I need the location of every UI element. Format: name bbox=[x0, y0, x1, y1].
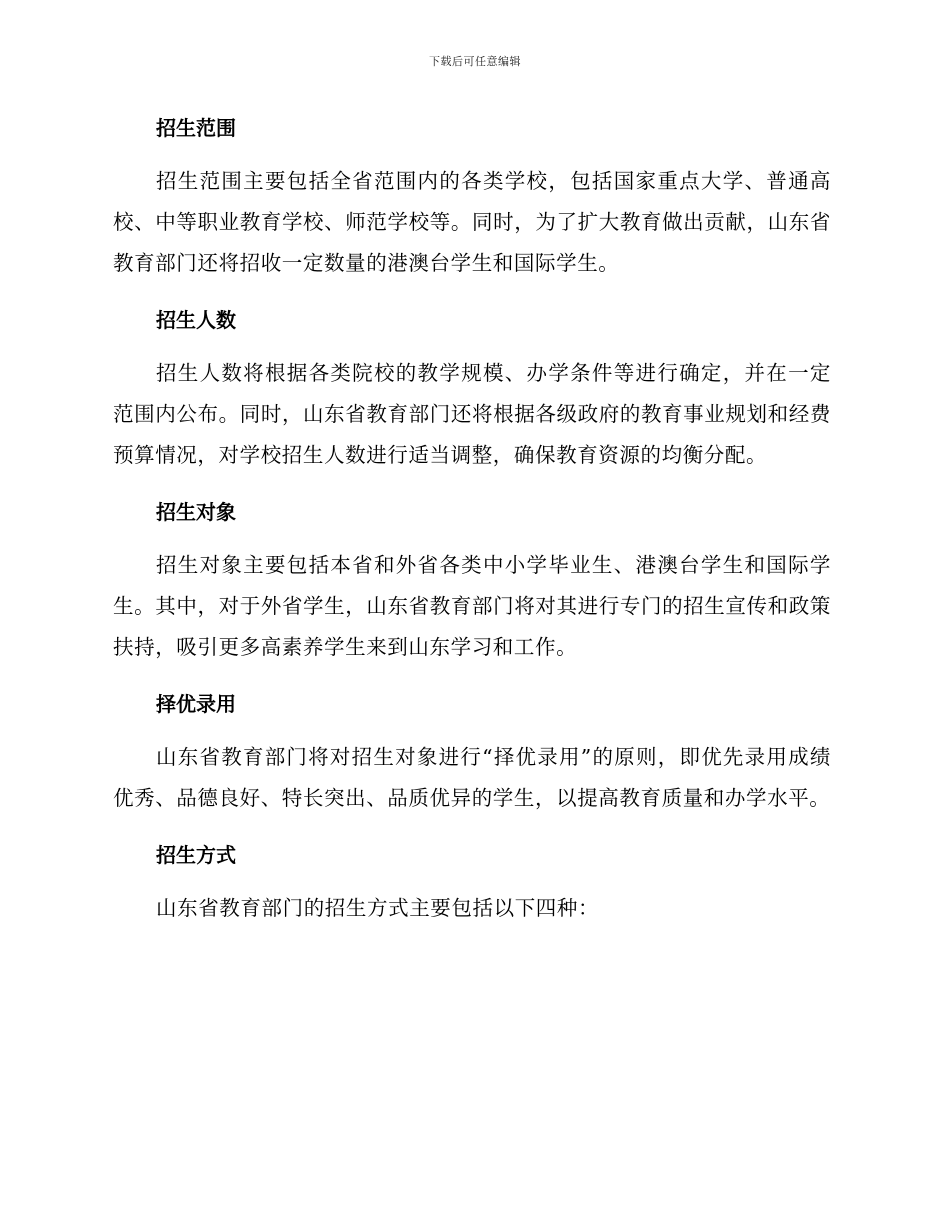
section-paragraph: 招生人数将根据各类院校的教学规模、办学条件等进行确定，并在一定范围内公布。同时，山东省教育部门还将根据各级政府的教育事业规划和经费预算情况，对学校招生人数进行适当调整，确保教育资源的均衡分配。 bbox=[113, 361, 831, 467]
section-paragraph: 招生对象主要包括本省和外省各类中小学毕业生、港澳台学生和国际学生。其中，对于外省学生，山东省教育部门将对其进行专门的招生宣传和政策扶持，吸引更多高素养学生来到山东学习和工作。 bbox=[113, 553, 831, 659]
section-enrollment-target bbox=[113, 492, 831, 668]
section-enrollment-method bbox=[113, 835, 831, 929]
section-heading: 招生人数 bbox=[156, 308, 236, 332]
section-heading: 招生对象 bbox=[156, 500, 236, 524]
section-heading: 招生范围 bbox=[156, 116, 236, 140]
section-heading: 招生方式 bbox=[156, 843, 236, 867]
section-enrollment-scope bbox=[113, 108, 831, 284]
page-header-note: 下载后可任意编辑 bbox=[429, 55, 521, 68]
section-merit-selection bbox=[113, 684, 831, 819]
section-enrollment-number bbox=[113, 300, 831, 476]
section-paragraph: 山东省教育部门的招生方式主要包括以下四种： bbox=[156, 896, 600, 920]
section-paragraph: 招生范围主要包括全省范围内的各类学校，包括国家重点大学、普通高校、中等职业教育学校、师范学校等。同时，为了扩大教育做出贡献，山东省教育部门还将招收一定数量的港澳台学生和国际学生。 bbox=[113, 169, 831, 275]
document-body bbox=[113, 108, 831, 945]
section-paragraph: 山东省教育部门将对招生对象进行“择优录用”的原则，即优先录用成绩优秀、品德良好、特长突出、品质优异的学生，以提高教育质量和办学水平。 bbox=[113, 745, 831, 810]
section-heading: 择优录用 bbox=[156, 692, 236, 716]
